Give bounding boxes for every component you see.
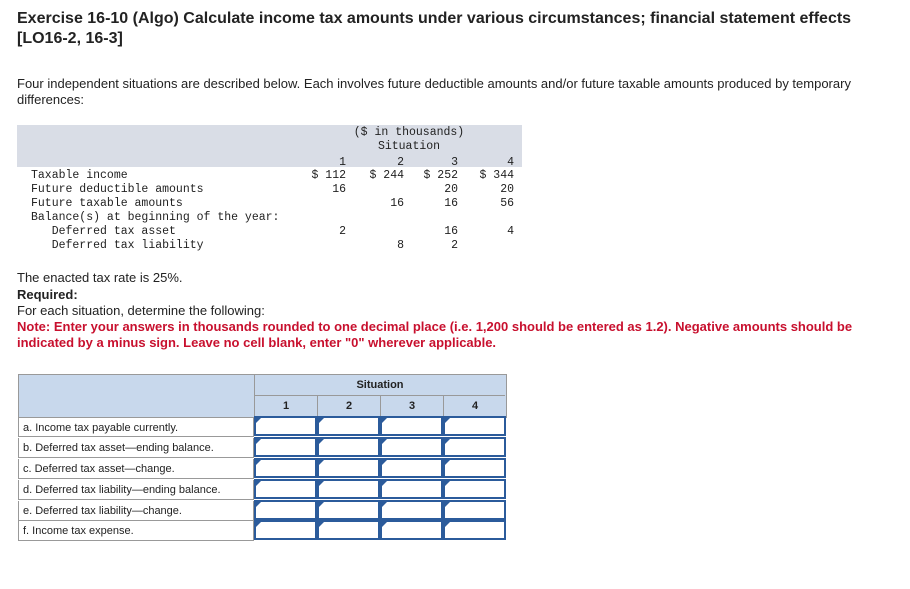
answer-input-f-3[interactable]	[380, 520, 443, 540]
answer-input-c-4[interactable]	[443, 458, 506, 478]
data-cell: 16	[444, 197, 458, 210]
answer-input-a-1[interactable]	[254, 416, 317, 436]
data-cell: 2	[339, 225, 346, 238]
row-label-f: f. Income tax expense.	[18, 521, 254, 541]
data-row-label: Future deductible amounts	[31, 183, 204, 196]
answer-col-3: 3	[408, 400, 416, 412]
answer-input-a-3[interactable]	[380, 416, 443, 436]
intro-text: Four independent situations are described below. Each involves future deductible amounts and/or future taxable amounts produced by temporary differences:	[17, 76, 851, 107]
row-label-b: b. Deferred tax asset—ending balance.	[18, 438, 254, 458]
situation-header: Situation	[356, 379, 404, 391]
answer-input-c-2[interactable]	[317, 458, 380, 478]
tax-rate-text: The enacted tax rate is 25%.	[17, 270, 183, 285]
data-cell: $ 112	[311, 169, 346, 182]
data-cell: $ 244	[369, 169, 404, 182]
answer-input-c-1[interactable]	[254, 458, 317, 478]
answer-input-e-3[interactable]	[380, 500, 443, 520]
data-cell: 56	[500, 197, 514, 210]
row-label-e: e. Deferred tax liability—change.	[18, 501, 254, 521]
data-cell: 8	[397, 239, 404, 252]
answer-input-c-3[interactable]	[380, 458, 443, 478]
answer-input-f-1[interactable]	[254, 520, 317, 540]
data-cell: 4	[507, 225, 514, 238]
answer-input-e-2[interactable]	[317, 500, 380, 520]
answer-col-2: 2	[345, 400, 353, 412]
answer-input-e-4[interactable]	[443, 500, 506, 520]
answer-input-d-2[interactable]	[317, 479, 380, 499]
data-col-4: 4	[507, 156, 514, 169]
data-cell: $ 252	[423, 169, 458, 182]
data-cell: 20	[500, 183, 514, 196]
instruction-text: For each situation, determine the following:	[17, 303, 265, 318]
answer-col-4: 4	[471, 400, 479, 412]
answer-input-b-3[interactable]	[380, 437, 443, 457]
answer-input-b-2[interactable]	[317, 437, 380, 457]
answer-input-f-4[interactable]	[443, 520, 506, 540]
answer-table	[18, 374, 506, 541]
answer-note: Note: Enter your answers in thousands rounded to one decimal place (i.e. 1,200 should be entered as 1.2). Negative amounts should be indicated by a minus sign. Leave no cell blank, enter "0" wherever applicable.	[17, 319, 853, 350]
data-row-label: Balance(s) at beginning of the year:	[31, 211, 280, 224]
data-row-label: Deferred tax liability	[31, 239, 204, 252]
data-row-label: Taxable income	[31, 169, 128, 182]
answer-input-b-4[interactable]	[443, 437, 506, 457]
data-col-2: 2	[397, 156, 404, 169]
row-label-c: c. Deferred tax asset—change.	[18, 459, 254, 479]
data-col-1: 1	[339, 156, 346, 169]
row-label-d: d. Deferred tax liability—ending balance.	[18, 480, 254, 500]
data-cell: 16	[332, 183, 346, 196]
data-cell: 2	[451, 239, 458, 252]
row-label-a: a. Income tax payable currently.	[18, 417, 254, 437]
answer-input-e-1[interactable]	[254, 500, 317, 520]
answer-input-b-1[interactable]	[254, 437, 317, 457]
answer-input-d-1[interactable]	[254, 479, 317, 499]
data-cell: $ 344	[479, 169, 514, 182]
data-cell: 20	[444, 183, 458, 196]
required-label: Required:	[17, 287, 78, 302]
data-cell: 16	[444, 225, 458, 238]
answer-input-d-4[interactable]	[443, 479, 506, 499]
data-cell: 16	[390, 197, 404, 210]
answer-input-d-3[interactable]	[380, 479, 443, 499]
data-header-units: ($ in thousands)	[353, 126, 465, 139]
answer-input-f-2[interactable]	[317, 520, 380, 540]
data-col-3: 3	[451, 156, 458, 169]
exercise-title: Exercise 16-10 (Algo) Calculate income tax amounts under various circumstances; financial statement effects [LO16-2, 16-3]	[17, 10, 852, 47]
answer-col-1: 1	[282, 400, 290, 412]
data-header-situation: Situation	[377, 140, 441, 153]
answer-input-a-2[interactable]	[317, 416, 380, 436]
data-row-label: Deferred tax asset	[31, 225, 176, 238]
answer-input-a-4[interactable]	[443, 416, 506, 436]
data-row-label: Future taxable amounts	[31, 197, 183, 210]
